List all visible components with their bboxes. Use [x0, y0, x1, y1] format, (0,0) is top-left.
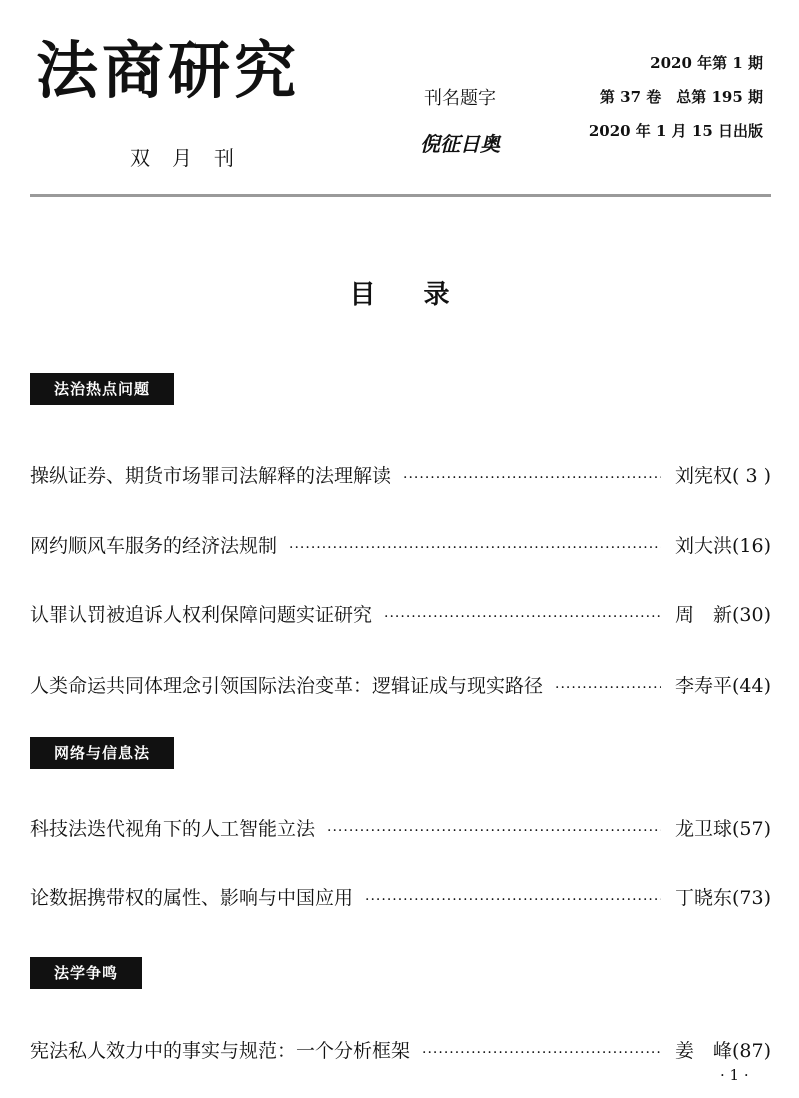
toc-entry[interactable] [30, 815, 771, 843]
issue-line-3: 2020 年 1 月 15 日出版 [588, 122, 763, 140]
issue-line-2: 第 37 卷 总第 195 期 [599, 88, 763, 106]
entry-author-page: 刘大洪(16) [674, 535, 771, 557]
leader-dots [327, 817, 661, 845]
leader-dots [365, 886, 661, 914]
calligraphy-signature: 倪征日奥 [420, 132, 500, 156]
entry-title: 操纵证券、期货市场罪司法解释的法理解读 [30, 465, 392, 487]
toc-entry[interactable] [30, 1037, 771, 1065]
toc-heading: 目录 [349, 280, 498, 310]
issue-line-1: 2020 年第 1 期 [650, 54, 763, 72]
leader-dots [289, 534, 661, 562]
entry-author-page: 丁晓东(73) [674, 887, 771, 909]
section-label-hot-topics: 法治热点问题 [30, 373, 174, 405]
section-label-network-info-law: 网络与信息法 [30, 737, 174, 769]
entry-title: 宪法私人效力中的事实与规范：一个分析框架 [30, 1040, 411, 1062]
entry-title: 人类命运共同体理念引领国际法治变革：逻辑证成与现实路径 [30, 675, 544, 697]
masthead-title: 法商研究 [36, 34, 301, 107]
toc-entry[interactable] [30, 884, 771, 912]
entry-title: 认罪认罚被追诉人权利保障问题实证研究 [30, 604, 373, 626]
entry-title: 论数据携带权的属性、影响与中国应用 [30, 887, 354, 909]
leader-dots [384, 603, 661, 631]
entry-author-page: 龙卫球(57) [674, 818, 771, 840]
entry-author-page: 刘宪权( 3 ) [675, 465, 771, 487]
entry-author-page: 李寿平(44) [674, 675, 771, 697]
entry-title: 网约顺风车服务的经济法规制 [30, 535, 278, 557]
page-number: · 1 · [720, 1066, 749, 1084]
leader-dots [422, 1039, 661, 1067]
toc-entry[interactable] [30, 672, 771, 700]
entry-author-page: 周 新(30) [674, 604, 771, 626]
toc-entry[interactable] [30, 462, 771, 490]
section-label-legal-debate: 法学争鸣 [30, 957, 142, 989]
leader-dots [555, 674, 661, 702]
calligraphy-label: 刊名题字 [424, 88, 496, 109]
masthead-subtitle: 双月刊 [130, 146, 256, 170]
toc-entry[interactable] [30, 532, 771, 560]
entry-title: 科技法迭代视角下的人工智能立法 [30, 818, 316, 840]
toc-entry[interactable] [30, 601, 771, 629]
issue-info [589, 46, 763, 148]
header-rule [30, 194, 771, 197]
entry-author-page: 姜 峰(87) [674, 1040, 771, 1062]
leader-dots [403, 464, 661, 492]
